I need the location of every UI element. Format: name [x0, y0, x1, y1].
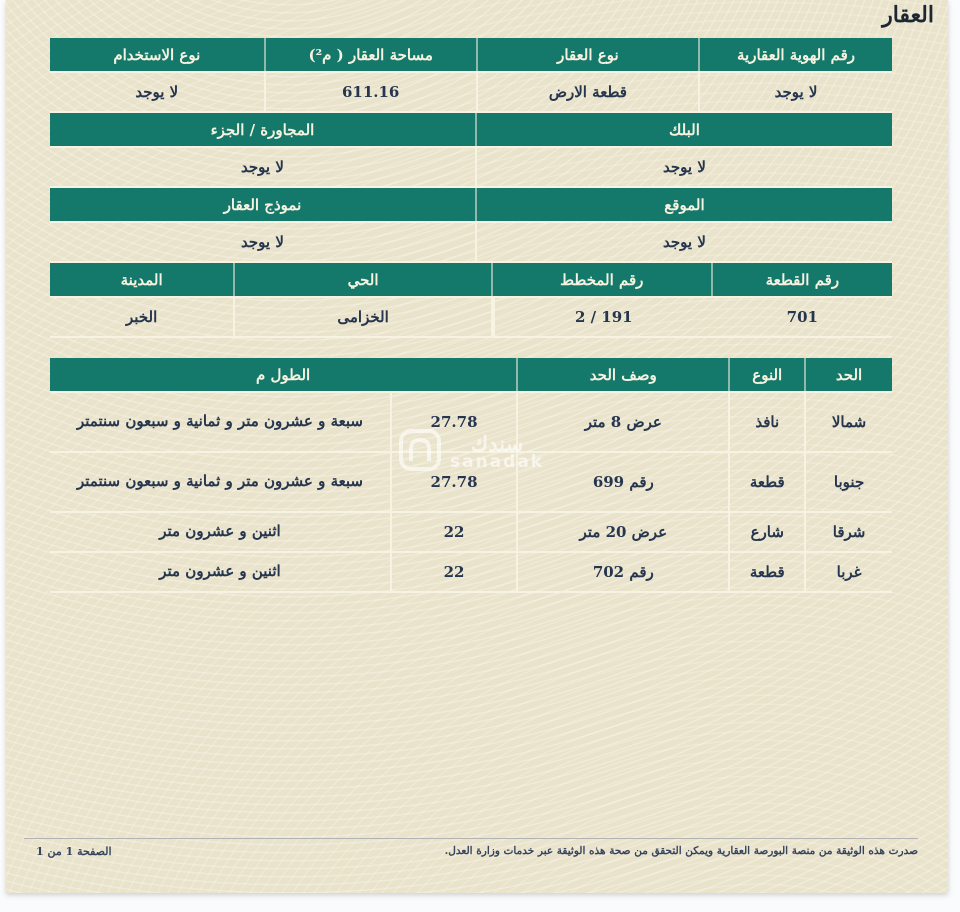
header-boundary-description: وصف الحد	[518, 358, 730, 391]
property-header-row-2	[50, 113, 892, 148]
document-content	[50, 38, 892, 593]
value-district: الخزامى	[235, 298, 493, 336]
boundary-row-east	[50, 513, 892, 553]
boundary-length: 27.78	[392, 453, 518, 511]
header-plan-number: رقم المخطط	[493, 263, 713, 296]
header-property-model: نموذج العقار	[50, 188, 477, 221]
header-property-id: رقم الهوية العقارية	[736, 45, 856, 64]
value-property-id: لا يوجد	[774, 83, 818, 101]
boundary-type: قطعة	[730, 553, 806, 591]
boundary-description: رقم 699	[518, 453, 730, 511]
property-value-row-1	[50, 73, 892, 113]
header-property-type: نوع العقار	[478, 38, 700, 71]
property-header-row-4	[50, 263, 892, 298]
property-header-row-1	[50, 38, 892, 73]
boundary-side: شرقا	[832, 523, 866, 541]
value-property-model: لا يوجد	[50, 223, 477, 261]
watermark-arabic: سندك	[470, 431, 524, 456]
value-plan-number: 2 / 191	[493, 298, 713, 336]
footer-divider	[24, 838, 918, 839]
boundary-length-text: سبعة و عشرون متر و ثمانية و سبعون سنتمتر	[50, 393, 392, 451]
boundary-side: شمالا	[831, 413, 867, 431]
header-location: الموقع	[664, 195, 705, 214]
boundary-row-south	[50, 453, 892, 513]
footer-issuance-note: صدرت هذه الوثيقة من منصة البورصة العقارية ويمكن التحقق من صحة هذه الوثيقة عبر خدمات وزارة العدل.	[444, 845, 918, 857]
table-gap	[50, 338, 892, 358]
boundary-description: عرض 20 متر	[518, 513, 730, 551]
header-usage-type: نوع الاستخدام	[50, 38, 266, 71]
boundary-side: جنوبا	[833, 473, 865, 491]
header-length-m: الطول م	[50, 358, 518, 391]
property-header-row-3	[50, 188, 892, 223]
value-neighboring-part: لا يوجد	[50, 148, 477, 186]
header-boundary-type: النوع	[730, 358, 806, 391]
value-usage-type: لا يوجد	[50, 73, 266, 111]
header-district: الحي	[235, 263, 493, 296]
value-property-type: قطعة الارض	[478, 73, 700, 111]
value-plot-number: 701	[786, 308, 818, 326]
boundary-row-north	[50, 393, 892, 456]
boundary-description: رقم 702	[518, 553, 730, 591]
value-block: لا يوجد	[663, 158, 706, 176]
property-value-row-2	[50, 148, 892, 188]
header-property-area: مساحة العقار ( م²)	[266, 38, 478, 71]
boundary-length: 22	[392, 513, 518, 551]
header-block: البلك	[669, 120, 700, 139]
boundary-description: عرض 8 متر	[518, 393, 730, 451]
boundaries-header-row	[50, 358, 892, 393]
header-city: المدينة	[50, 263, 235, 296]
property-value-row-4	[50, 298, 892, 338]
value-location: لا يوجد	[663, 233, 706, 251]
header-boundary: الحد	[835, 365, 863, 384]
value-city: الخبر	[50, 298, 235, 336]
watermark-latin: sanadak	[450, 452, 545, 472]
boundary-row-west	[50, 553, 892, 593]
boundary-length: 22	[392, 553, 518, 591]
footer-page-number: الصفحة 1 من 1	[36, 845, 112, 858]
boundary-length-text: سبعة و عشرون متر و ثمانية و سبعون سنتمتر	[50, 453, 392, 511]
boundary-type: قطعة	[730, 453, 806, 511]
boundary-length-text: اثنين و عشرون متر	[50, 553, 392, 591]
boundary-type: شارع	[730, 513, 806, 551]
header-neighboring-part: المجاورة / الجزء	[50, 113, 477, 146]
boundary-side: غربا	[836, 563, 862, 581]
property-value-row-3	[50, 223, 892, 263]
boundary-length: 27.78	[392, 393, 518, 451]
header-plot-number: رقم القطعة	[765, 270, 840, 289]
value-property-area: 611.16	[266, 73, 478, 111]
page-title: العقار	[882, 2, 934, 28]
boundary-length-text: اثنين و عشرون متر	[50, 513, 392, 551]
document-page	[6, 0, 948, 893]
boundary-type: نافذ	[730, 393, 806, 451]
